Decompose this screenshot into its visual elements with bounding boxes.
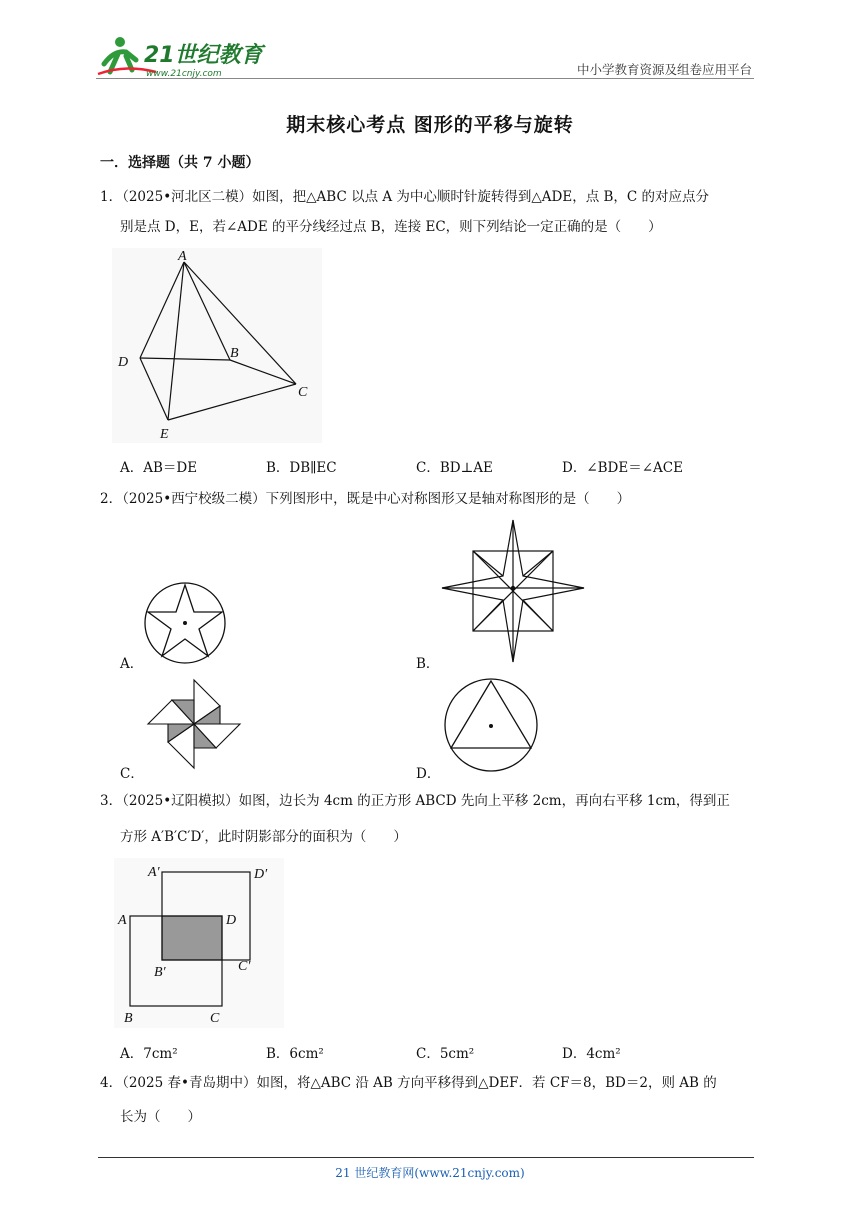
q2-option-c: C． [120,766,144,782]
q2-option-d: D． [416,766,441,782]
header-divider [96,78,754,79]
q3-label-b-prime: B′ [154,965,166,980]
q1-label-e: E [160,427,169,442]
q3-option-d: D．4cm² [562,1046,621,1062]
q1-option-c: C．BD⊥AE [416,460,493,476]
q2-option-a: A． [120,656,144,672]
q3-line2: 方形 A′B′C′D′，此时阴影部分的面积为（ ） [120,829,407,845]
logo-url: www.21cnjy.com [146,69,222,79]
q3-label-a: A [118,913,127,928]
q2-figure-d-circle-triangle [442,676,540,774]
logo [96,34,266,80]
q3-label-d: D [226,913,237,928]
q1-label-a: A [178,249,187,264]
q2-line1: 2．（2025•西宁校级二模）下列图形中，既是中心对称图形又是轴对称图形的是（ ） [100,491,631,507]
q3-line1: 3．（2025•辽阳模拟）如图，边长为 4cm 的正方形 ABCD 先向上平移 2cm，再向右平移 1cm，得到正 [100,793,730,809]
q3-label-d-prime: D′ [254,867,268,882]
q1-label-b: B [230,346,239,361]
q1-line1: 1．（2025•河北区二模）如图，把△ABC 以点 A 为中心顺时针旋转得到△ADE，点 B，C 的对应点分 [100,189,710,205]
footer-link[interactable]: 21 世纪教育网(www.21cnjy.com) [335,1166,525,1180]
footer-divider [98,1157,754,1158]
q1-option-d: D．∠BDE＝∠ACE [562,460,683,476]
q3-label-c: C [210,1011,220,1026]
q1-line2: 别是点 D，E，若∠ADE 的平分线经过点 B，连接 EC，则下列结论一定正确的是（ ） [120,219,662,235]
q2-figure-c-pinwheel [144,678,244,770]
q3-option-c: C．5cm² [416,1046,475,1062]
q3-figure [114,858,284,1028]
q2-figure-a-circle-star [142,580,228,666]
section-heading: 一．选择题（共 7 小题） [100,155,260,171]
q3-label-c-prime: C′ [238,959,251,974]
q2-figure-b-octagram [440,518,586,664]
q3-label-b: B [124,1011,133,1026]
q4-line1: 4．（2025 春•青岛期中）如图，将△ABC 沿 AB 方向平移得到△DEF．若 CF＝8，BD＝2，则 AB 的 [100,1075,717,1091]
q1-label-d: D [118,355,129,370]
header-platform-text: 中小学教育资源及组卷应用平台 [576,62,752,77]
q3-option-b: B．6cm² [266,1046,324,1062]
q4-line2: 长为（ ） [120,1109,201,1125]
q2-option-b: B． [416,656,440,672]
q3-label-a-prime: A′ [148,865,160,880]
q1-option-b: B．DB∥EC [266,460,337,476]
runner-logo-icon [96,34,266,80]
q1-label-c: C [298,385,308,400]
page-title: 期末核心考点 图形的平移与旋转 [286,114,574,136]
q1-option-a: A．AB＝DE [120,460,198,476]
logo-text: 21世纪教育 [144,43,263,68]
q3-option-a: A．7cm² [120,1046,178,1062]
q1-figure [112,248,322,443]
